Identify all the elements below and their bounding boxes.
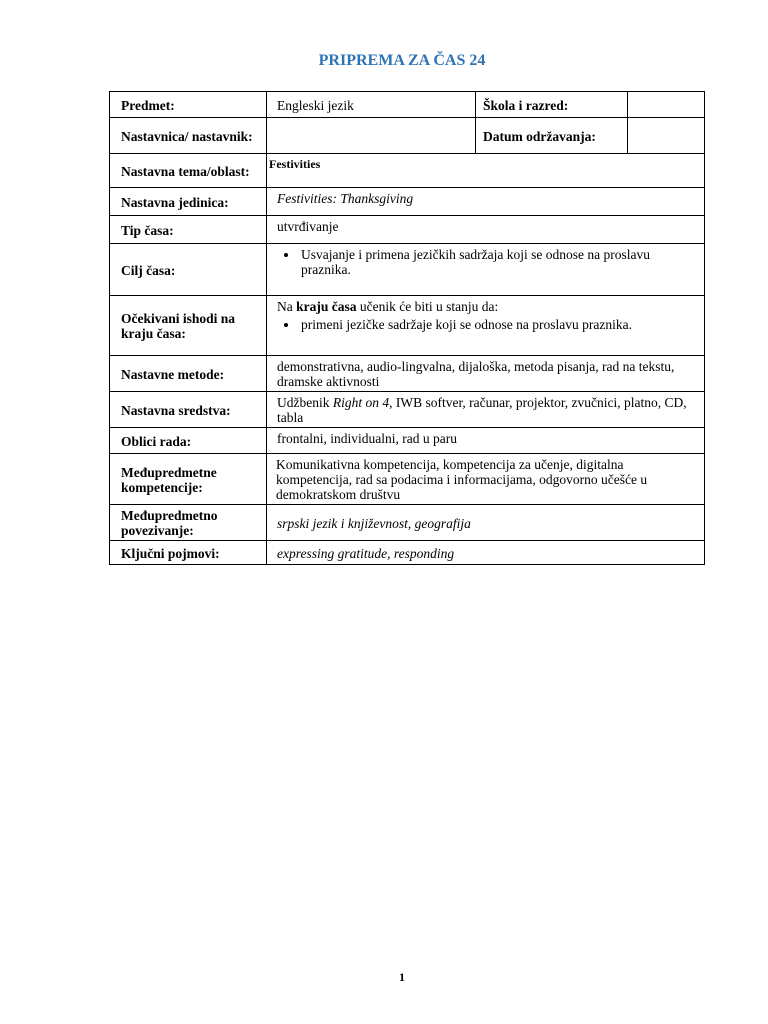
methods-value: demonstrativna, audio-lingvalna, dijaloška, metoda pisanja, rad na tekstu, dramske aktivnosti <box>267 356 705 392</box>
table-row <box>110 505 705 541</box>
list-item: • primeni jezičke sadržaje koji se odnose na proslavu praznika. <box>299 317 700 332</box>
lesson-type-value: utvrđivanje <box>267 216 705 244</box>
date-label: Datum održavanja: <box>476 118 628 154</box>
outcomes-list <box>277 317 700 332</box>
competencies-value: Komunikativna kompetencija, kompetencija za učenje, digitalna kompetencija, rad sa podacima i informacijama, odgovorno učešće u demokratskom društvu <box>267 454 705 505</box>
table-row <box>110 454 705 505</box>
resources-value: Udžbenik Right on 4, IWB softver, računar, projektor, zvučnici, platno, CD, tabla <box>267 392 705 428</box>
outcomes-label: Očekivani ishodi na kraju časa: <box>110 296 267 356</box>
work-forms-label: Oblici rada: <box>110 428 267 454</box>
resources-label: Nastavna sredstva: <box>110 392 267 428</box>
table-row <box>110 296 705 356</box>
competencies-label: Međupredmetne kompetencije: <box>110 454 267 505</box>
page-number: 1 <box>399 970 405 984</box>
table-row <box>110 428 705 454</box>
page-title: PRIPREMA ZA ČAS 24 <box>318 52 486 69</box>
outcomes-value <box>267 296 705 356</box>
teacher-label: Nastavnica/ nastavnik: <box>110 118 267 154</box>
table-row <box>110 392 705 428</box>
table-row <box>110 216 705 244</box>
unit-value: Festivities: Thanksgiving <box>267 188 705 216</box>
list-item: • Usvajanje i primena jezičkih sadržaja koji se odnose na proslavu praznika. <box>299 247 700 277</box>
teacher-value <box>267 118 476 154</box>
topic-value: Festivities <box>267 154 705 188</box>
outcomes-intro: Na kraju časa učenik će biti u stanju da: <box>277 299 499 314</box>
subject-value: Engleski jezik <box>267 92 476 118</box>
date-value <box>628 118 705 154</box>
goal-label: Cilj časa: <box>110 244 267 296</box>
table-row <box>110 118 705 154</box>
work-forms-value: frontalni, individualni, rad u paru <box>267 428 705 454</box>
key-terms-label: Ključni pojmovi: <box>110 541 267 565</box>
unit-label: Nastavna jedinica: <box>110 188 267 216</box>
subject-label: Predmet: <box>110 92 267 118</box>
goal-list <box>277 247 700 277</box>
table-row <box>110 154 705 188</box>
lesson-type-label: Tip časa: <box>110 216 267 244</box>
goal-value <box>267 244 705 296</box>
school-value <box>628 92 705 118</box>
table-row <box>110 92 705 118</box>
school-label: Škola i razred: <box>476 92 628 118</box>
table-row <box>110 244 705 296</box>
lesson-plan-table <box>109 91 705 565</box>
correlation-label: Međupredmetno povezivanje: <box>110 505 267 541</box>
table-row <box>110 188 705 216</box>
topic-label: Nastavna tema/oblast: <box>110 154 267 188</box>
methods-label: Nastavne metode: <box>110 356 267 392</box>
correlation-value: srpski jezik i književnost, geografija <box>267 505 705 541</box>
key-terms-value: expressing gratitude, responding <box>267 541 705 565</box>
table-row <box>110 541 705 565</box>
table-row <box>110 356 705 392</box>
